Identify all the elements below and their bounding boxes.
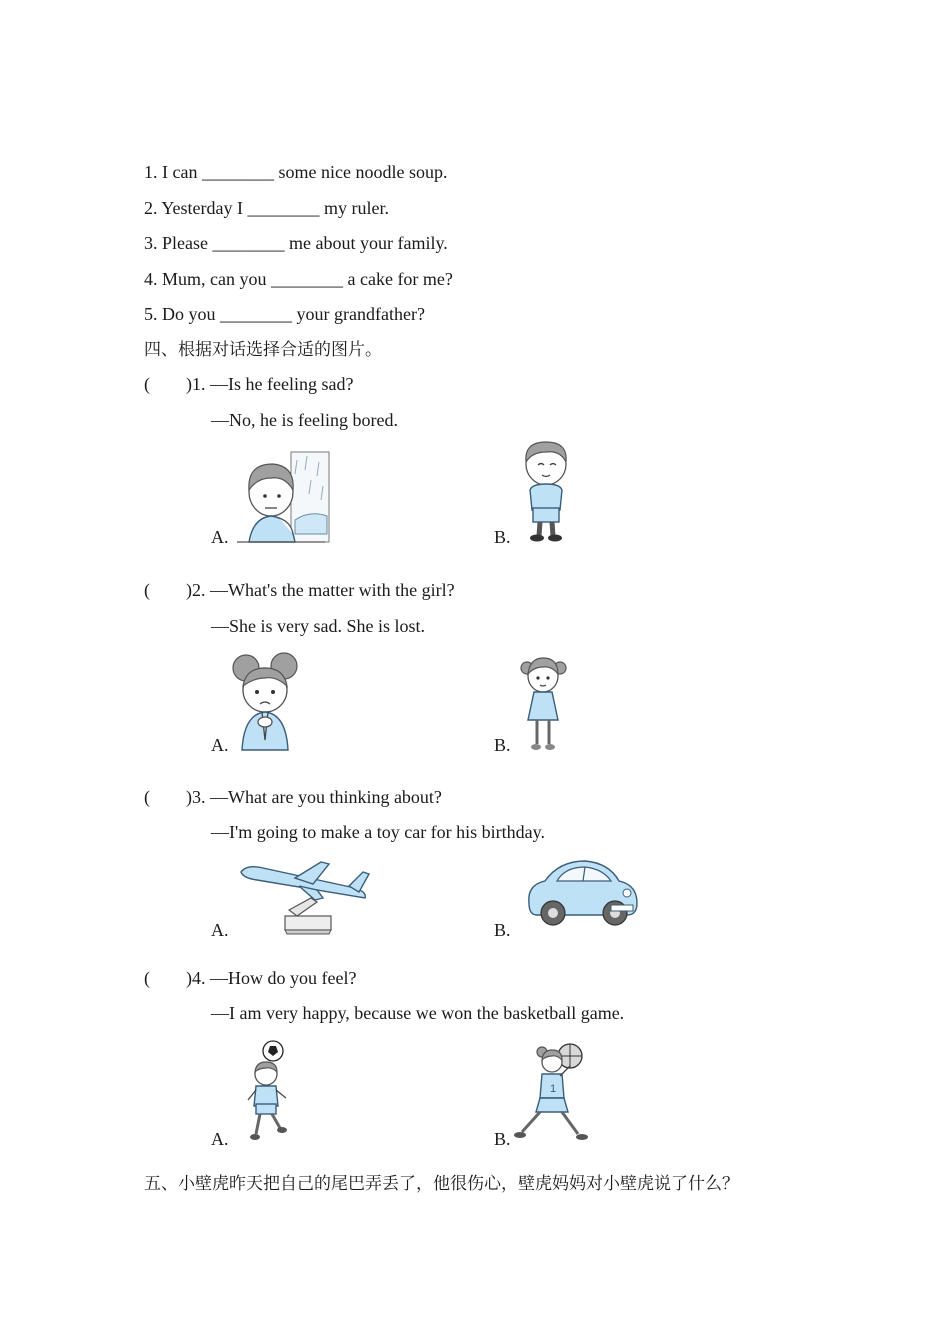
question-3-prompt: ( )3. —What are you thinking about? <box>144 787 442 807</box>
question-4-answer: —I am very happy, because we won the basketball game. <box>211 1003 625 1023</box>
question-1-prompt: ( )1. —Is he feeling sad? <box>144 374 354 394</box>
question-2-option-a-label: A. <box>211 735 229 755</box>
question-3-answer: —I'm going to make a toy car for his birthday. <box>211 822 545 842</box>
question-2-answer: —She is very sad. She is lost. <box>211 616 425 636</box>
question-1-option-b-label: B. <box>494 527 511 547</box>
toy-car-illustration[interactable] <box>523 857 641 929</box>
question-3-option-a-label: A. <box>211 920 229 940</box>
fill-blank-sentence-3: 3. Please ________ me about your family. <box>144 233 448 253</box>
question-1-answer: —No, he is feeling bored. <box>211 410 398 430</box>
fill-blank-sentence-5: 5. Do you ________ your grandfather? <box>144 304 425 324</box>
fill-blank-sentence-4: 4. Mum, can you ________ a cake for me? <box>144 269 453 289</box>
question-4-prompt: ( )4. —How do you feel? <box>144 968 357 988</box>
svg-text:1: 1 <box>550 1083 557 1095</box>
question-4-option-b-label: B. <box>494 1129 511 1149</box>
shy-girl-illustration[interactable] <box>518 652 568 752</box>
section-5-heading: 五、小壁虎昨天把自己的尾巴弄丢了，他很伤心，壁虎妈妈对小壁虎说了什么？ <box>144 1174 739 1194</box>
question-2-prompt: ( )2. —What's the matter with the girl? <box>144 580 455 600</box>
fill-blank-sentence-1: 1. I can ________ some nice noodle soup. <box>144 162 448 182</box>
question-4-option-a-label: A. <box>211 1129 229 1149</box>
question-2-option-b-label: B. <box>494 735 511 755</box>
section-4-heading: 四、根据对话选择合适的图片。 <box>144 340 382 360</box>
question-3-option-b-label: B. <box>494 920 511 940</box>
girl-basketball-player-illustration[interactable] <box>512 1042 594 1144</box>
question-1-option-a-label: A. <box>211 527 229 547</box>
toy-plane-model-illustration[interactable] <box>237 858 371 936</box>
standing-boy-illustration[interactable] <box>518 440 574 544</box>
bored-boy-at-window-illustration[interactable] <box>235 450 331 544</box>
boy-heading-football-illustration[interactable] <box>244 1040 292 1144</box>
fill-blank-sentence-2: 2. Yesterday I ________ my ruler. <box>144 198 389 218</box>
worried-girl-illustration[interactable] <box>232 650 298 752</box>
